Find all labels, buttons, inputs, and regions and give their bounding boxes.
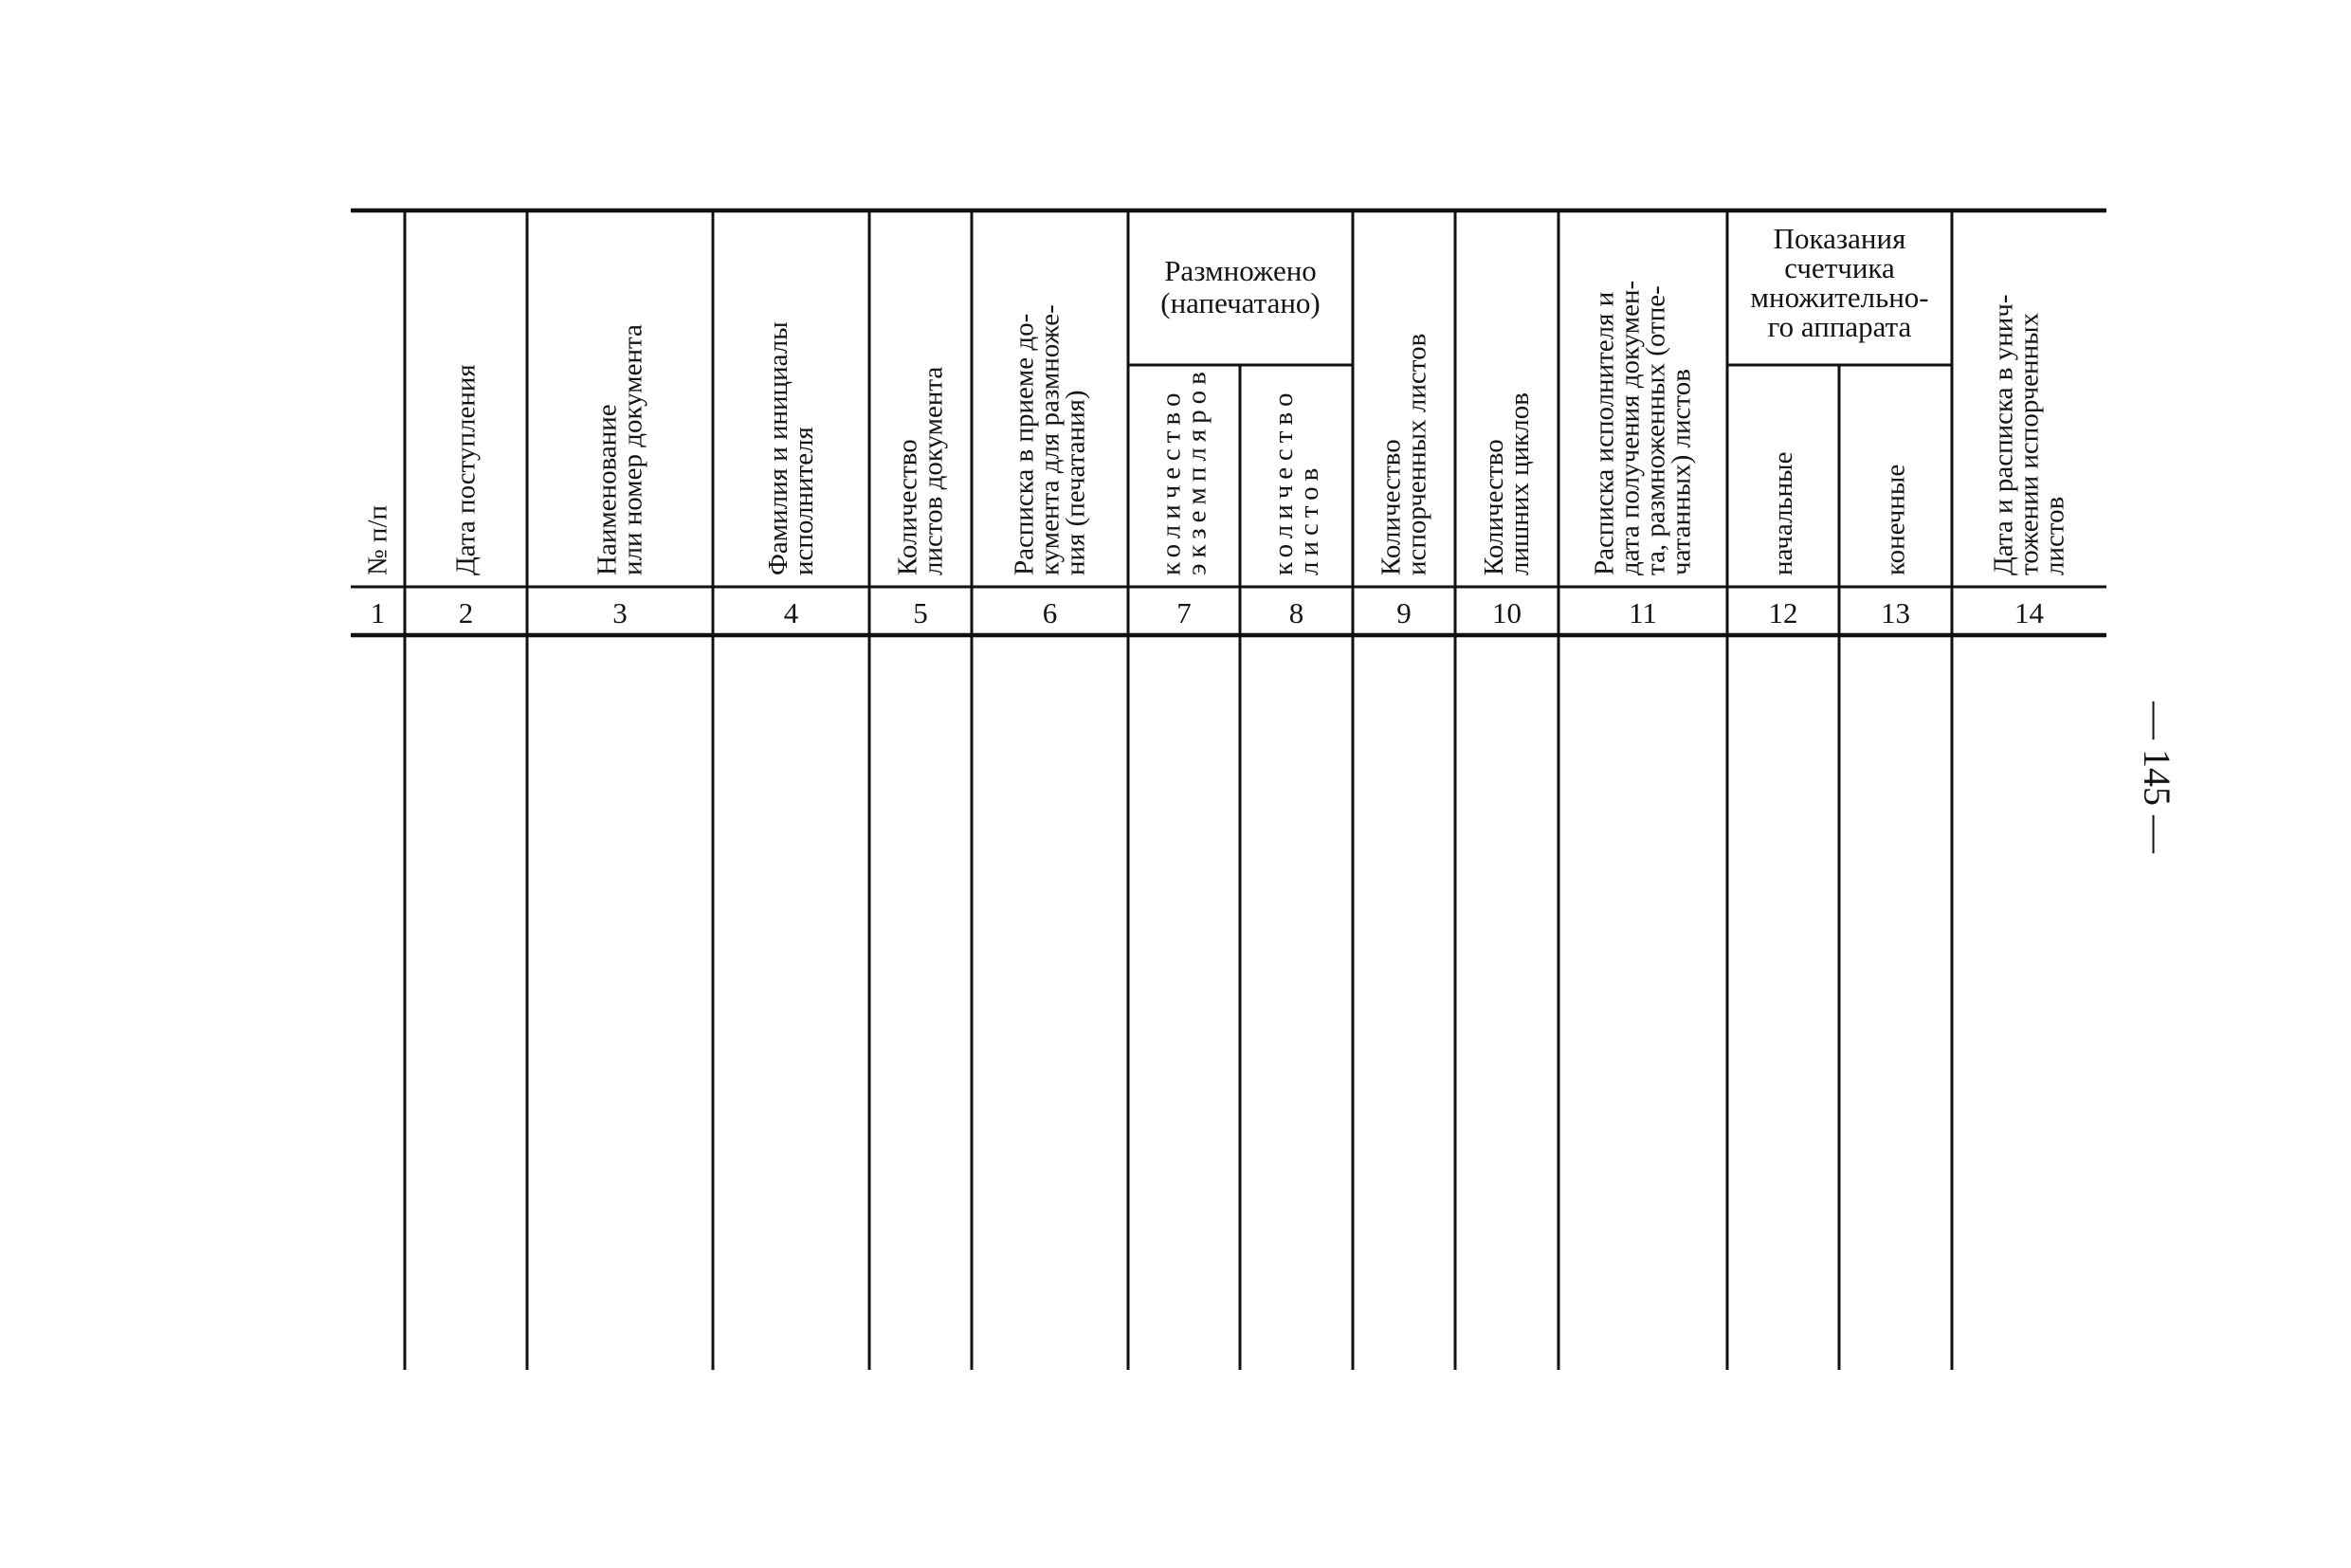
column-header-line: начальные <box>1768 451 1798 575</box>
column-header-line: Дата и расписка в унич- <box>1988 294 2019 575</box>
column-header-10 <box>1479 392 1535 575</box>
column-header-line: Количество <box>892 439 923 575</box>
column-header-line: Количество <box>1479 439 1509 575</box>
column-header-line: ния (печатания) <box>1060 390 1091 575</box>
column-number: 9 <box>1396 596 1412 629</box>
column-header-line: листов <box>1294 462 1324 575</box>
column-header-line: дата получения докумен- <box>1614 280 1646 575</box>
column-number: 2 <box>458 596 474 629</box>
column-header-line: количество <box>1156 387 1187 575</box>
column-number: 11 <box>1629 596 1657 629</box>
column-header-line: лишних циклов <box>1504 392 1535 575</box>
column-header-1 <box>363 505 393 575</box>
column-header-line: исполнителя <box>789 427 819 575</box>
column-number: 3 <box>612 596 628 629</box>
column-header-line: чатанных) листов <box>1666 369 1697 575</box>
column-header-12 <box>1768 451 1798 575</box>
column-header-2 <box>451 364 482 575</box>
column-header-11 <box>1590 281 1697 575</box>
group-header-reproduced <box>1160 254 1321 319</box>
column-header-line: количество <box>1268 387 1299 575</box>
column-header-line: экземпляров <box>1181 366 1212 575</box>
column-header-line: Расписка исполнителя и <box>1589 291 1620 575</box>
column-header-line: Дата поступления <box>450 364 482 575</box>
column-number-row <box>371 596 2045 629</box>
column-number: 8 <box>1288 596 1304 629</box>
column-header-line: конечные <box>1880 464 1911 575</box>
column-header-line: кумента для размноже- <box>1034 304 1066 575</box>
column-header-line: листов <box>2039 496 2070 575</box>
column-number: 1 <box>370 596 386 629</box>
group-header-reproduced-line: Размножено <box>1164 254 1317 287</box>
column-header-line: или номер документа <box>617 324 648 575</box>
group-header-counter-line: го аппарата <box>1767 310 1912 343</box>
page-number: — 145 — <box>2136 702 2178 853</box>
column-header-line: Фамилия и инициалы <box>763 321 793 575</box>
column-number: 12 <box>1768 596 1798 629</box>
column-number: 4 <box>783 596 799 629</box>
column-header-line: листов документа <box>918 366 949 575</box>
group-header-reproduced-line: (напечатано) <box>1160 286 1321 319</box>
column-header-5 <box>893 367 949 575</box>
table-grid-lines <box>351 210 2106 1370</box>
column-header-3 <box>592 324 648 575</box>
column-header-line: Количество <box>1376 439 1407 575</box>
column-header-6 <box>1010 304 1091 575</box>
column-header-9 <box>1376 334 1432 575</box>
group-headers <box>1160 222 1928 343</box>
column-number: 10 <box>1492 596 1522 629</box>
column-number: 6 <box>1042 596 1058 629</box>
column-header-line: тожении испорченных <box>2014 312 2045 575</box>
column-header-line: Наименование <box>592 404 623 575</box>
column-header-line: Расписка в приеме до- <box>1009 313 1040 575</box>
column-number: 14 <box>2014 596 2044 629</box>
column-header-line: испорченных листов <box>1401 333 1432 575</box>
column-header-line: та, размноженных (отпе- <box>1640 285 1671 575</box>
column-header-line: № п/п <box>362 504 393 575</box>
column-header-7 <box>1157 366 1212 575</box>
group-header-counter-line: Показания <box>1773 222 1906 255</box>
column-header-8 <box>1268 388 1324 575</box>
group-header-counter <box>1750 222 1928 343</box>
group-header-counter-line: множительно- <box>1750 281 1929 314</box>
column-header-4 <box>763 321 819 575</box>
column-number: 5 <box>913 596 928 629</box>
column-number: 7 <box>1176 596 1192 629</box>
column-header-14 <box>1989 295 2070 575</box>
column-header-13 <box>1881 465 1911 575</box>
column-number: 13 <box>1881 596 1910 629</box>
group-header-counter-line: счетчика <box>1784 251 1895 284</box>
